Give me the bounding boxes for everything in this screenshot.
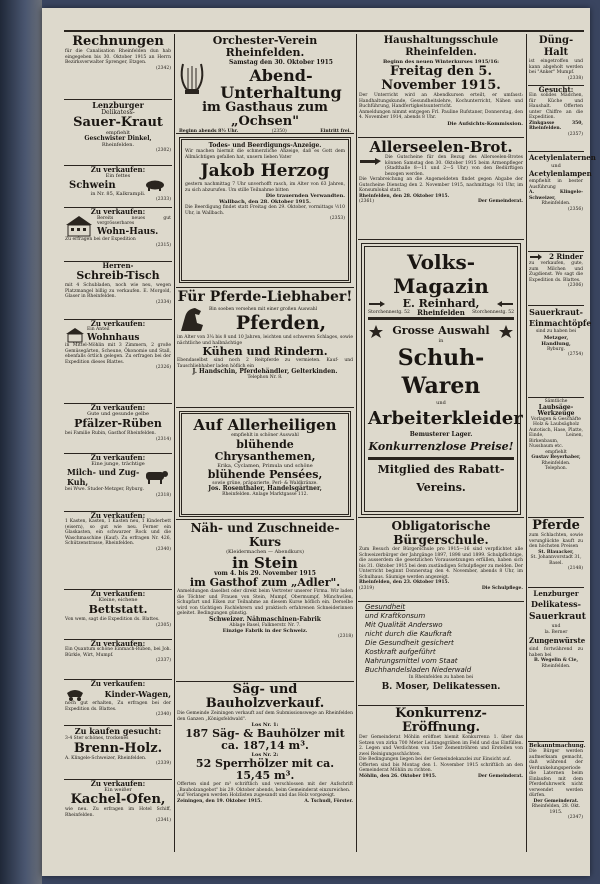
ad-brennholz bbox=[64, 726, 172, 780]
ad-title: 2 Rinder bbox=[549, 252, 583, 261]
ad-line: Rheinfelden. bbox=[541, 201, 571, 206]
ad-date: Freitag den 5. November 1915. bbox=[381, 64, 501, 93]
ad-line: Beginn abends 8½ Uhr. bbox=[179, 129, 239, 134]
ad-head: Zu verkaufen: bbox=[90, 453, 146, 462]
ad-line: 3-4 Ster schönes, trockenes bbox=[65, 736, 129, 741]
ad-title: Für Pferde-Liebhaber! bbox=[177, 289, 353, 305]
pointing-hand-icon bbox=[529, 253, 543, 261]
ad-text: Offerten sind per m³ schriftlich und verschlossen mit der Aufschrift „Bauholzangebot" bis 29. Oktober abends, beim Gemeinderat einzureichen. bbox=[177, 782, 353, 793]
ad-kasten bbox=[64, 512, 172, 590]
ad-title: Wohnhaus bbox=[87, 332, 140, 343]
ad-line: Die trauernden Verwandten. bbox=[265, 193, 345, 199]
ad-line: Holz & Laubsägholz bbox=[532, 422, 580, 427]
ad-line: In Rheinfelden zu haben bei bbox=[408, 675, 474, 680]
ad-text: Wir machen hiermit die schmerzliche Anzeige, daß es Gott dem Allmächtigen gefallen hat, unsern lieben Vater bbox=[185, 149, 345, 160]
ad-line: J. Handschin, Pferdehändler, Gelterkinden. bbox=[192, 368, 338, 375]
ad-text: zum Schlachten, sowie verunglückte kauft zu den höchsten Preisen bbox=[529, 533, 583, 549]
ad-name: St. Blauacker, bbox=[538, 549, 574, 555]
ad-text: mit 4 Schubladen, noch wie neu, wegen Platzmangel billig zu verkaufen. E. Morgold, Glaser in Rheinfelden. bbox=[65, 283, 171, 299]
ad-number: (2305) bbox=[156, 622, 171, 628]
column-3 bbox=[358, 34, 524, 852]
ad-head: Lenzburger bbox=[533, 589, 579, 598]
handwritten-line: Nahrungsmittel vom Staat bbox=[365, 657, 458, 665]
ad-schreibtisch bbox=[64, 262, 172, 320]
ad-head: Herren- bbox=[102, 261, 134, 270]
ad-text: ist eingetroffen und kann abgeholt werden bei "Anker" Mumpf. bbox=[529, 59, 583, 75]
ad-title: Haushaltungsschule Rheinfelden. bbox=[383, 35, 499, 58]
ad-text: Offerten sind bis Montag den 1. November 1915 schriftlich an den Gemeinderat Möhlin zu richten. bbox=[359, 762, 523, 773]
ad-number: (2315) bbox=[156, 242, 171, 248]
ad-title: Bettstatt. bbox=[88, 603, 148, 616]
ad-signature: Die Schulpflege. bbox=[481, 585, 523, 591]
ad-title: Rechnungen bbox=[72, 34, 164, 49]
ad-number: (2341) bbox=[156, 818, 171, 823]
ad-text: sind fortwährend zu haben bei bbox=[529, 647, 583, 658]
ad-number: (2347) bbox=[568, 815, 583, 820]
ad-title: Düng-Halt bbox=[538, 35, 574, 58]
ad-title: Brenn-Holz. bbox=[73, 740, 163, 756]
ad-title: Wohn-Haus. bbox=[97, 226, 159, 237]
ad-name: B. Wegelin & Cie, bbox=[533, 658, 579, 663]
ad-line: wie neu. Zu erfragen im Hotel Schiff, Rheinfelden. bbox=[65, 807, 171, 818]
ad-head: Lenzburger bbox=[92, 100, 144, 110]
ad-line: sind zu haben bei bbox=[535, 329, 577, 334]
ad-title: Acetylenlaternen bbox=[529, 153, 596, 162]
ad-text: Die Bedingungen liegen bei der Gemeindekanzlei zur Einsicht auf. bbox=[359, 757, 511, 762]
ad-text: Die Beerdigung findet statt Freitag den 29. Oktober, vormittags ½10 Uhr, in Wallbach. bbox=[185, 205, 345, 216]
ad-title: Näh- und Zuschneide-Kurs bbox=[190, 521, 340, 549]
ad-title: Acetylenlampen bbox=[529, 169, 592, 178]
ad-number: (2337) bbox=[156, 658, 171, 663]
ad-text: Ein Quantum schöne Einmach-Rüben, bei Joh. Bürkle, Wirt, Mumpf. bbox=[65, 647, 171, 658]
ad-bettstatt bbox=[64, 590, 172, 640]
ad-text: zu verkaufen, gute, zum Milchen und Zugdienst. Wo sagt die Expedition ds. Blattes. bbox=[529, 261, 583, 283]
ad-title: blühende Chrysanthemen, bbox=[214, 437, 316, 463]
ad-pfaelzer-rueben bbox=[64, 404, 172, 454]
ad-rinder bbox=[528, 252, 584, 306]
handwritten-line: Kostkraft aufgeführt bbox=[365, 648, 436, 656]
ad-number: (2361) bbox=[359, 199, 374, 204]
ad-number: (2342) bbox=[156, 65, 171, 71]
ad-line: Möhlin, den 26. Oktober 1915. bbox=[359, 773, 437, 779]
cow-icon bbox=[143, 469, 169, 485]
ad-number: (2350) bbox=[271, 129, 287, 134]
ad-line: Los Nr. 2: bbox=[251, 752, 279, 758]
ad-head: Sämtliche bbox=[544, 399, 568, 404]
ad-head: Zu verkaufen: bbox=[90, 403, 146, 412]
ad-line: Beginn des neuen Winterkurses 1915/16: bbox=[382, 59, 500, 65]
ad-text: Auf Verlangen werden Holzlisten zugesandt und das Holz vorgezeigt. bbox=[177, 793, 336, 798]
ad-signature: A. Tschudi, Förster. bbox=[304, 798, 353, 804]
ad-text: gestern nachmittag 7 Uhr unverhofft rasch, im Alter von 63 Jahren, zu sich abzurufen. Um stille Teilnahme bitten bbox=[185, 182, 345, 193]
ad-line: und bbox=[551, 624, 561, 629]
ad-text: in Mittel-Möhlin mit 3 Zimmern, 2 große Gemüsegärten, Scheune, Ökonomie und Stall, ebenfalls örtlich gelegen. Zu erfragen bei der Expedition dieses Blattes. bbox=[65, 343, 171, 365]
ad-line: Grosse Auswahl bbox=[392, 324, 490, 337]
pointing-hand-icon bbox=[368, 299, 386, 309]
ad-line: Jos. Rosenthaler, Handelsgärtner, bbox=[208, 485, 322, 492]
ad-laubsaege bbox=[528, 398, 584, 518]
ad-title: Schwein bbox=[69, 179, 116, 191]
ad-line: Ablage Basel, Falknerstr. Nr. 7. bbox=[229, 622, 301, 628]
ad-title: im Gasthof zum „Adler". bbox=[189, 576, 341, 589]
ad-signature: Der Gemeinderat. bbox=[478, 773, 523, 779]
horse-icon bbox=[177, 305, 207, 335]
pram-icon bbox=[65, 687, 85, 701]
ad-orchester-verein bbox=[176, 34, 354, 134]
ad-text: Ebendaselbst sind noch 2 Reitpferde zu vermieten. Kauf- und Tauschliebhaber laden höflich ein bbox=[177, 358, 353, 369]
ad-lenzburger-delikatess bbox=[528, 588, 584, 742]
ad-sub: Delikatess- bbox=[101, 109, 135, 116]
ad-line: Konkurrenzlose Preise! bbox=[368, 440, 514, 453]
column-rule bbox=[174, 34, 175, 852]
handwritten-line: nicht durch die Kaufkraft bbox=[365, 630, 452, 638]
ad-line: St. Johannvorstadt 31, Basel. bbox=[530, 555, 582, 566]
star-icon bbox=[368, 324, 384, 338]
ad-title: Kühen und Rindern. bbox=[202, 345, 328, 358]
ad-line: Rheinfelden, den 23. Oktober 1915. bbox=[359, 580, 450, 585]
ad-line: Einzige Fabrik in der Schweiz. bbox=[222, 628, 308, 634]
ad-name: B. Moser, Delikatessen. bbox=[381, 681, 501, 692]
ad-line: Rheinfelden. bbox=[541, 460, 571, 466]
column-4 bbox=[528, 34, 596, 852]
ad-line: Zinkgasse 350, Rheinfelden. bbox=[529, 120, 583, 131]
ad-line: Ein weißer bbox=[104, 787, 132, 793]
handwritten-line: Gesundheit bbox=[365, 603, 406, 611]
ad-line: empfiehlt bbox=[545, 449, 567, 455]
ad-line: bei Familie Rubin, Gasthof Rheinfelden. bbox=[65, 431, 156, 436]
ad-date: vom 4. bis 29. November 1915 bbox=[214, 570, 316, 577]
ad-text: noch gut erhalten, Zu erfragen bei der Expedition ds. Blattes. bbox=[65, 701, 171, 712]
ad-dung-halt bbox=[528, 34, 584, 86]
ad-title: Auf Allerheiligen bbox=[193, 416, 337, 434]
ad-volks-magazin bbox=[358, 240, 524, 518]
ad-number: (2339) bbox=[156, 761, 171, 766]
ad-text: Die Verabreichung an die Angemeldeten findet gegen Abgabe der Gutscheine Dienstag den 2. November 1915, nachmittags ½1 Uhr, im Konsumlokal statt. bbox=[359, 177, 523, 193]
ad-head: Zu verkaufen: bbox=[90, 679, 146, 688]
ad-line: Telephon. bbox=[544, 466, 568, 471]
ad-head: Orchester-Verein Rheinfelden. bbox=[212, 34, 318, 59]
ad-line: Von wem, sagt die Expedition ds. Blattes. bbox=[65, 617, 160, 622]
ad-number: (2318) bbox=[338, 634, 353, 639]
ad-line: Eine junge, trächtige bbox=[91, 461, 145, 467]
star-icon bbox=[498, 324, 514, 338]
ad-schwein bbox=[64, 166, 172, 208]
ad-head: Zu verkaufen: bbox=[90, 511, 146, 520]
ad-address: Storchennestg. 52 bbox=[368, 310, 410, 316]
ad-date: Samstag den 30. Oktober 1915 bbox=[228, 59, 333, 66]
ad-head: Zu kaufen gesucht: bbox=[74, 726, 162, 736]
ad-title: Milch- und Zug-Kuh, bbox=[67, 467, 140, 487]
book-spine bbox=[0, 0, 42, 884]
ad-name: Gustav Beyerhaber, bbox=[531, 455, 581, 460]
ad-line: Telephon Nr. 8. bbox=[247, 375, 283, 380]
ad-title: Volks-Magazin bbox=[393, 250, 489, 298]
ad-line: Rheinfelden. bbox=[541, 663, 571, 669]
ad-name: E. Reinhard, bbox=[402, 297, 480, 310]
ad-acetylen bbox=[528, 152, 596, 252]
ad-number: (2754) bbox=[568, 352, 583, 357]
ad-title: Bekanntmachung. bbox=[529, 743, 586, 749]
ad-text: im Alter von 3¼ bis 8 und 10 Jahren, leichten und schweren Schlages, sowie nächtliche und halbnächtige bbox=[177, 335, 353, 346]
ad-title: Schuh-Waren bbox=[397, 345, 485, 399]
house-icon bbox=[65, 215, 93, 237]
ad-text: Anmeldungen daselbst oder direkt beim Vertreter unserer Firma. Wir laden die Töchter und Frauen von Stein, Mumpf, Obermumpf, Münchwilen, Schupfart und Eiken zur Teilnahme an diesem Kurse höflich ein. Derselbe wird von tüchtigen Fachlehrern und praktisch erfahrenen Schneiderinnen geleitet. Bedingungen günstig. bbox=[177, 589, 353, 616]
ad-line: und bbox=[551, 163, 561, 169]
ad-line: Eintritt frei. bbox=[320, 129, 351, 134]
ad-number: (2338) bbox=[568, 75, 583, 81]
ad-line: bei Wwe. Studer-Metzger, Ryburg. bbox=[65, 487, 145, 492]
ad-line: Zu erfragen bei der Expedition bbox=[65, 237, 136, 242]
pointing-hand-icon bbox=[359, 155, 383, 169]
ad-allerheiligen bbox=[176, 408, 354, 520]
ad-head: Zu verkaufen: bbox=[90, 165, 146, 174]
ad-text: Zum Besuch der Bürgerschule pro 1915—16 sind verpflichtet alle Schweizerbürger der Jahrgänge 1897, 1898 und 1899. Schulpflichtige, die ausserdem die gesetzlichen Voraussetzungen erfüllen, haben sich bis 31. Oktober 1915 bei dem zuständigen Schulpfleger zu melden. Der Unterricht beginnt Donnerstag den 4. November, abends 8 Uhr, im Schulhaus. Säumige werden angezeigt. bbox=[359, 547, 523, 580]
ad-line: Ein Anteil bbox=[87, 327, 110, 333]
ad-title: Sauerkraut bbox=[529, 612, 586, 622]
ad-line: Vorlagen & Geschäfte bbox=[531, 416, 581, 422]
ad-number: (2314) bbox=[156, 436, 171, 442]
ad-line: Bin soeben versehen mit einer großen Auswahl bbox=[209, 307, 318, 313]
ad-address: Storchennestg. 52 bbox=[472, 310, 514, 316]
ad-number: (2353) bbox=[330, 216, 345, 221]
ad-signature: Der Gemeinderat. bbox=[533, 798, 579, 804]
ad-line: Mitglied des Rabatt-Vereins. bbox=[377, 463, 505, 494]
ad-text: für die Canalisation Rheinfelden dun hab eingegeben bis 30. Oktober 1915 an Herrn Bezirksverwalter Sprenger, Etzgen. bbox=[65, 49, 171, 65]
ad-kinderwagen bbox=[64, 680, 172, 726]
ad-text: 1 Kasten, Kasten, 1 Kasten neu, 1 Kinderbett (eisern), so gut wie neu. Ferner ein Glaskasten, ein schwarzer Rock und die Waschmaschine (Kauf). Zu erfragen Nr. 426, Schützenstrasse, Rheinfelden. bbox=[65, 519, 171, 546]
ad-line: Rheinfelden. Anlage Marktgasse 112. bbox=[222, 492, 308, 497]
ad-title: Laubsäge-Werkzeuge bbox=[537, 403, 575, 417]
ad-lenzburger-sauerkraut bbox=[64, 100, 172, 166]
ad-name: Metzger, Handlung, bbox=[541, 334, 571, 347]
house-icon bbox=[65, 327, 85, 343]
ad-line: Rheinfelden, den 28. Oktober 1915. bbox=[359, 193, 450, 199]
ad-line: sowie grüne, präparierte, Perl- & Waldkränze. bbox=[212, 480, 318, 486]
ad-signature: Die Aufsichts-Kommission. bbox=[447, 120, 523, 127]
ad-head: Zu verkaufen: bbox=[90, 779, 146, 788]
newspaper-page bbox=[42, 8, 596, 876]
ad-line: in bbox=[438, 338, 444, 344]
handwritten-line: Buchhandelsladen Niederwald bbox=[365, 666, 472, 674]
ad-line: Rheinfelden, 28. Okt. 1915. bbox=[531, 804, 581, 815]
ad-title: Allerseelen-Brot. bbox=[369, 138, 513, 156]
ad-kachelofen bbox=[64, 780, 172, 843]
handwritten-line: Mit Qualität Anderswo bbox=[365, 621, 443, 629]
ad-line: Rheinfelden. bbox=[101, 142, 135, 148]
ad-text: Anmeldungen nimmt entgegen Frl. Pauline Rufstaner, Donnerstag, den 4. November 1914, abends 8 Uhr. bbox=[359, 109, 523, 120]
ad-number: (2306) bbox=[568, 283, 583, 288]
ad-title: in Stein bbox=[232, 554, 298, 572]
ad-text: Die Gemeinde Zeiningen verkauft auf dem Submissionswege an Rheinfelden den Ganzen „Königsfeldwald". bbox=[177, 711, 353, 722]
ad-title: im Gasthaus zum „Ochsen" bbox=[202, 100, 328, 129]
ad-head: Todes- und Beerdigungs-Anzeige. bbox=[208, 142, 322, 149]
ad-head: Zu verkaufen: bbox=[90, 207, 146, 216]
ad-title: Einmachtöpfe bbox=[529, 318, 592, 328]
column-2 bbox=[176, 34, 354, 852]
ad-title: Pferden, bbox=[235, 311, 327, 334]
pig-icon bbox=[143, 179, 167, 191]
ad-line: Bereits neues gut vergrösserbares bbox=[97, 215, 171, 226]
ad-bauholz bbox=[176, 682, 354, 865]
ad-number: (2318) bbox=[156, 492, 171, 498]
ad-line: Gute und gesunde gelbe bbox=[87, 411, 149, 417]
ad-number: (2356) bbox=[568, 206, 583, 212]
ad-title: Kachel-Ofen, bbox=[70, 792, 166, 807]
ad-line: in Nr. 85, Kalkrampli. bbox=[90, 191, 146, 197]
ad-sub: (Kleidermachen — Abendkurs) bbox=[226, 549, 304, 555]
ad-text: Autotisch, Hase, Platte, Einde, Leinen, Birkenbaum, Nussbaum etc. bbox=[529, 427, 583, 449]
ad-title: Pferde bbox=[532, 518, 580, 533]
ad-text: Der Unterricht wird an Abendkursen erteilt, er umfasst: Handhaltungskunde, Gesundheitslehre, Kochunterricht, Nähen und Buchführung, Handfertigkeitsunterricht. bbox=[359, 93, 523, 109]
ad-value: 187 Säg- & Bauhölzer mit ca. 187,14 m³. bbox=[185, 727, 345, 752]
ad-text: Der Gemeinderat Möhlin eröffnet hiemit Konkurrenz: 1. über das Setzen von zirka 700 Meter Leitungsgräben im Feld und das Einfüllen. 2. Legen und Verdichten von 15er Zementröhren und Erstellen von zwei Reinigungsschächten. bbox=[359, 735, 523, 757]
ad-number: (2319) bbox=[359, 585, 374, 591]
ad-title: blühende Pensées, bbox=[207, 467, 323, 481]
ad-title: Sauerkraut- bbox=[529, 307, 583, 317]
ad-gesucht bbox=[528, 86, 584, 152]
lyre-icon bbox=[177, 60, 207, 100]
ad-wohnhaus bbox=[64, 208, 172, 262]
ad-line: Schweizer. Nähmaschinen-Fabrik bbox=[209, 615, 321, 623]
ad-number: (2148) bbox=[568, 566, 583, 571]
ad-city: Rheinfelden bbox=[417, 308, 465, 317]
ad-text: Ein solides Mädchen, für Küche und Haushalt. Offerten unter Chiffre an die Expedition. bbox=[529, 93, 583, 120]
ad-head: Zu verkaufen: bbox=[90, 319, 146, 328]
pointing-hand-icon bbox=[496, 299, 514, 309]
ad-line: la. Berner bbox=[544, 629, 568, 635]
ad-title: Kinder-Wagen, bbox=[104, 689, 171, 699]
handwritten-line: Die Gesundheit gesichert bbox=[365, 639, 454, 647]
ad-handschrift bbox=[358, 602, 524, 706]
ad-head: Gesucht: bbox=[538, 85, 574, 94]
ad-milchkuh bbox=[64, 454, 172, 512]
ad-head: Zu verkaufen: bbox=[90, 639, 146, 648]
ad-title: Sauer-Kraut bbox=[73, 115, 163, 130]
column-rule bbox=[356, 34, 357, 852]
ad-number: (2340) bbox=[156, 712, 171, 717]
ad-title: Säg- und Bauholzverkauf. bbox=[205, 682, 325, 711]
ad-buergerschule bbox=[358, 518, 524, 602]
ad-line: Ein fettes bbox=[105, 173, 131, 179]
ad-konkurrenz bbox=[358, 706, 524, 841]
ad-number: (2334) bbox=[156, 299, 171, 305]
ad-title: Arbeiterkleider bbox=[368, 408, 523, 429]
ad-number: (2333) bbox=[156, 197, 171, 202]
ad-line: Bemusterer Lager. bbox=[409, 431, 473, 438]
ad-line: und bbox=[436, 400, 446, 406]
ad-line: Erika, Cyclamen, Primula und schöne bbox=[217, 462, 313, 469]
handwritten-line: und Kraftkonsum bbox=[365, 612, 426, 620]
ad-wohnhaus-anteil bbox=[64, 320, 172, 404]
ad-number: (2302) bbox=[156, 148, 171, 153]
ad-allerseelen-brot bbox=[358, 138, 524, 240]
ad-einmachtoepfe bbox=[528, 306, 592, 398]
ad-number: (2357) bbox=[568, 131, 583, 137]
column-rule bbox=[526, 34, 527, 852]
ad-text: Die Bürger werden aufmerksam gemacht, daß während der Verdunkelungsperiode die Laternen beim Einlaufen mit dem Pferdefuhrwerk nicht verwendet werden dürfen. bbox=[529, 749, 583, 798]
ad-line: Wallbach, den 28. Oktober 1915. bbox=[219, 199, 311, 205]
ad-einmach-rueben bbox=[64, 640, 172, 680]
ad-line: Geschwister Dinkel, bbox=[84, 135, 152, 142]
deceased-name: Jakob Herzog bbox=[200, 161, 330, 181]
ad-number: (2326) bbox=[156, 365, 171, 370]
ad-pferde-liebhaber bbox=[176, 288, 354, 408]
ad-text: empfiehlt in bester Ausführung bbox=[529, 179, 583, 190]
top-rule bbox=[64, 30, 584, 32]
ad-pferde-schlachten bbox=[528, 518, 584, 588]
ad-title: Delikatess- bbox=[531, 599, 581, 609]
ad-title: Obligatorische Bürgerschule. bbox=[391, 519, 491, 547]
ad-title: Abend-Unterhaltung bbox=[220, 66, 342, 102]
ad-line: Zeiningen, den 19. Oktober 1915. bbox=[177, 798, 262, 804]
ad-text: Die Gutscheine für den Bezug des Allerseelen-Brotes können Samstag den 30. Oktober 1915 beim Armenpfleger (Stadthalle 8—11 und 2—5 Uhr) von den Bedürftigen bezogen werden. bbox=[385, 155, 523, 177]
ad-line: Kleine, eichene bbox=[98, 597, 138, 603]
ad-naehkurs bbox=[176, 520, 354, 682]
ad-head: Zu verkaufen: bbox=[90, 589, 146, 598]
ad-value: 52 Sperrhölzer mit ca. 15,45 m³. bbox=[195, 757, 335, 782]
ad-title: Pfälzer-Rüben bbox=[74, 417, 162, 430]
ad-haushaltungsschule bbox=[358, 34, 524, 138]
ad-title: Zungenwürste bbox=[529, 636, 586, 645]
ad-line: A. Klingele-Schweizer, Rheinfelden. bbox=[65, 755, 147, 761]
ad-bekanntmachung bbox=[528, 742, 584, 845]
ad-line: Ryburg. bbox=[546, 346, 566, 352]
ad-line: Los Nr. 1: bbox=[251, 722, 279, 728]
ad-rechnungen bbox=[64, 34, 172, 100]
ad-line: empfiehlt in schöner Auswahl bbox=[231, 433, 299, 438]
ad-title: Konkurrenz-Eröffnung. bbox=[395, 706, 487, 735]
ad-line: empfiehlt bbox=[105, 130, 131, 136]
column-1 bbox=[64, 34, 172, 852]
ad-title: Schreib-Tisch bbox=[76, 269, 160, 282]
ad-number: (2340) bbox=[156, 546, 171, 552]
ad-todesanzeige bbox=[176, 134, 354, 288]
ad-signature: Der Gemeinderat. bbox=[478, 199, 523, 204]
ad-name: A. Klingele-Schweizer, bbox=[529, 190, 583, 201]
